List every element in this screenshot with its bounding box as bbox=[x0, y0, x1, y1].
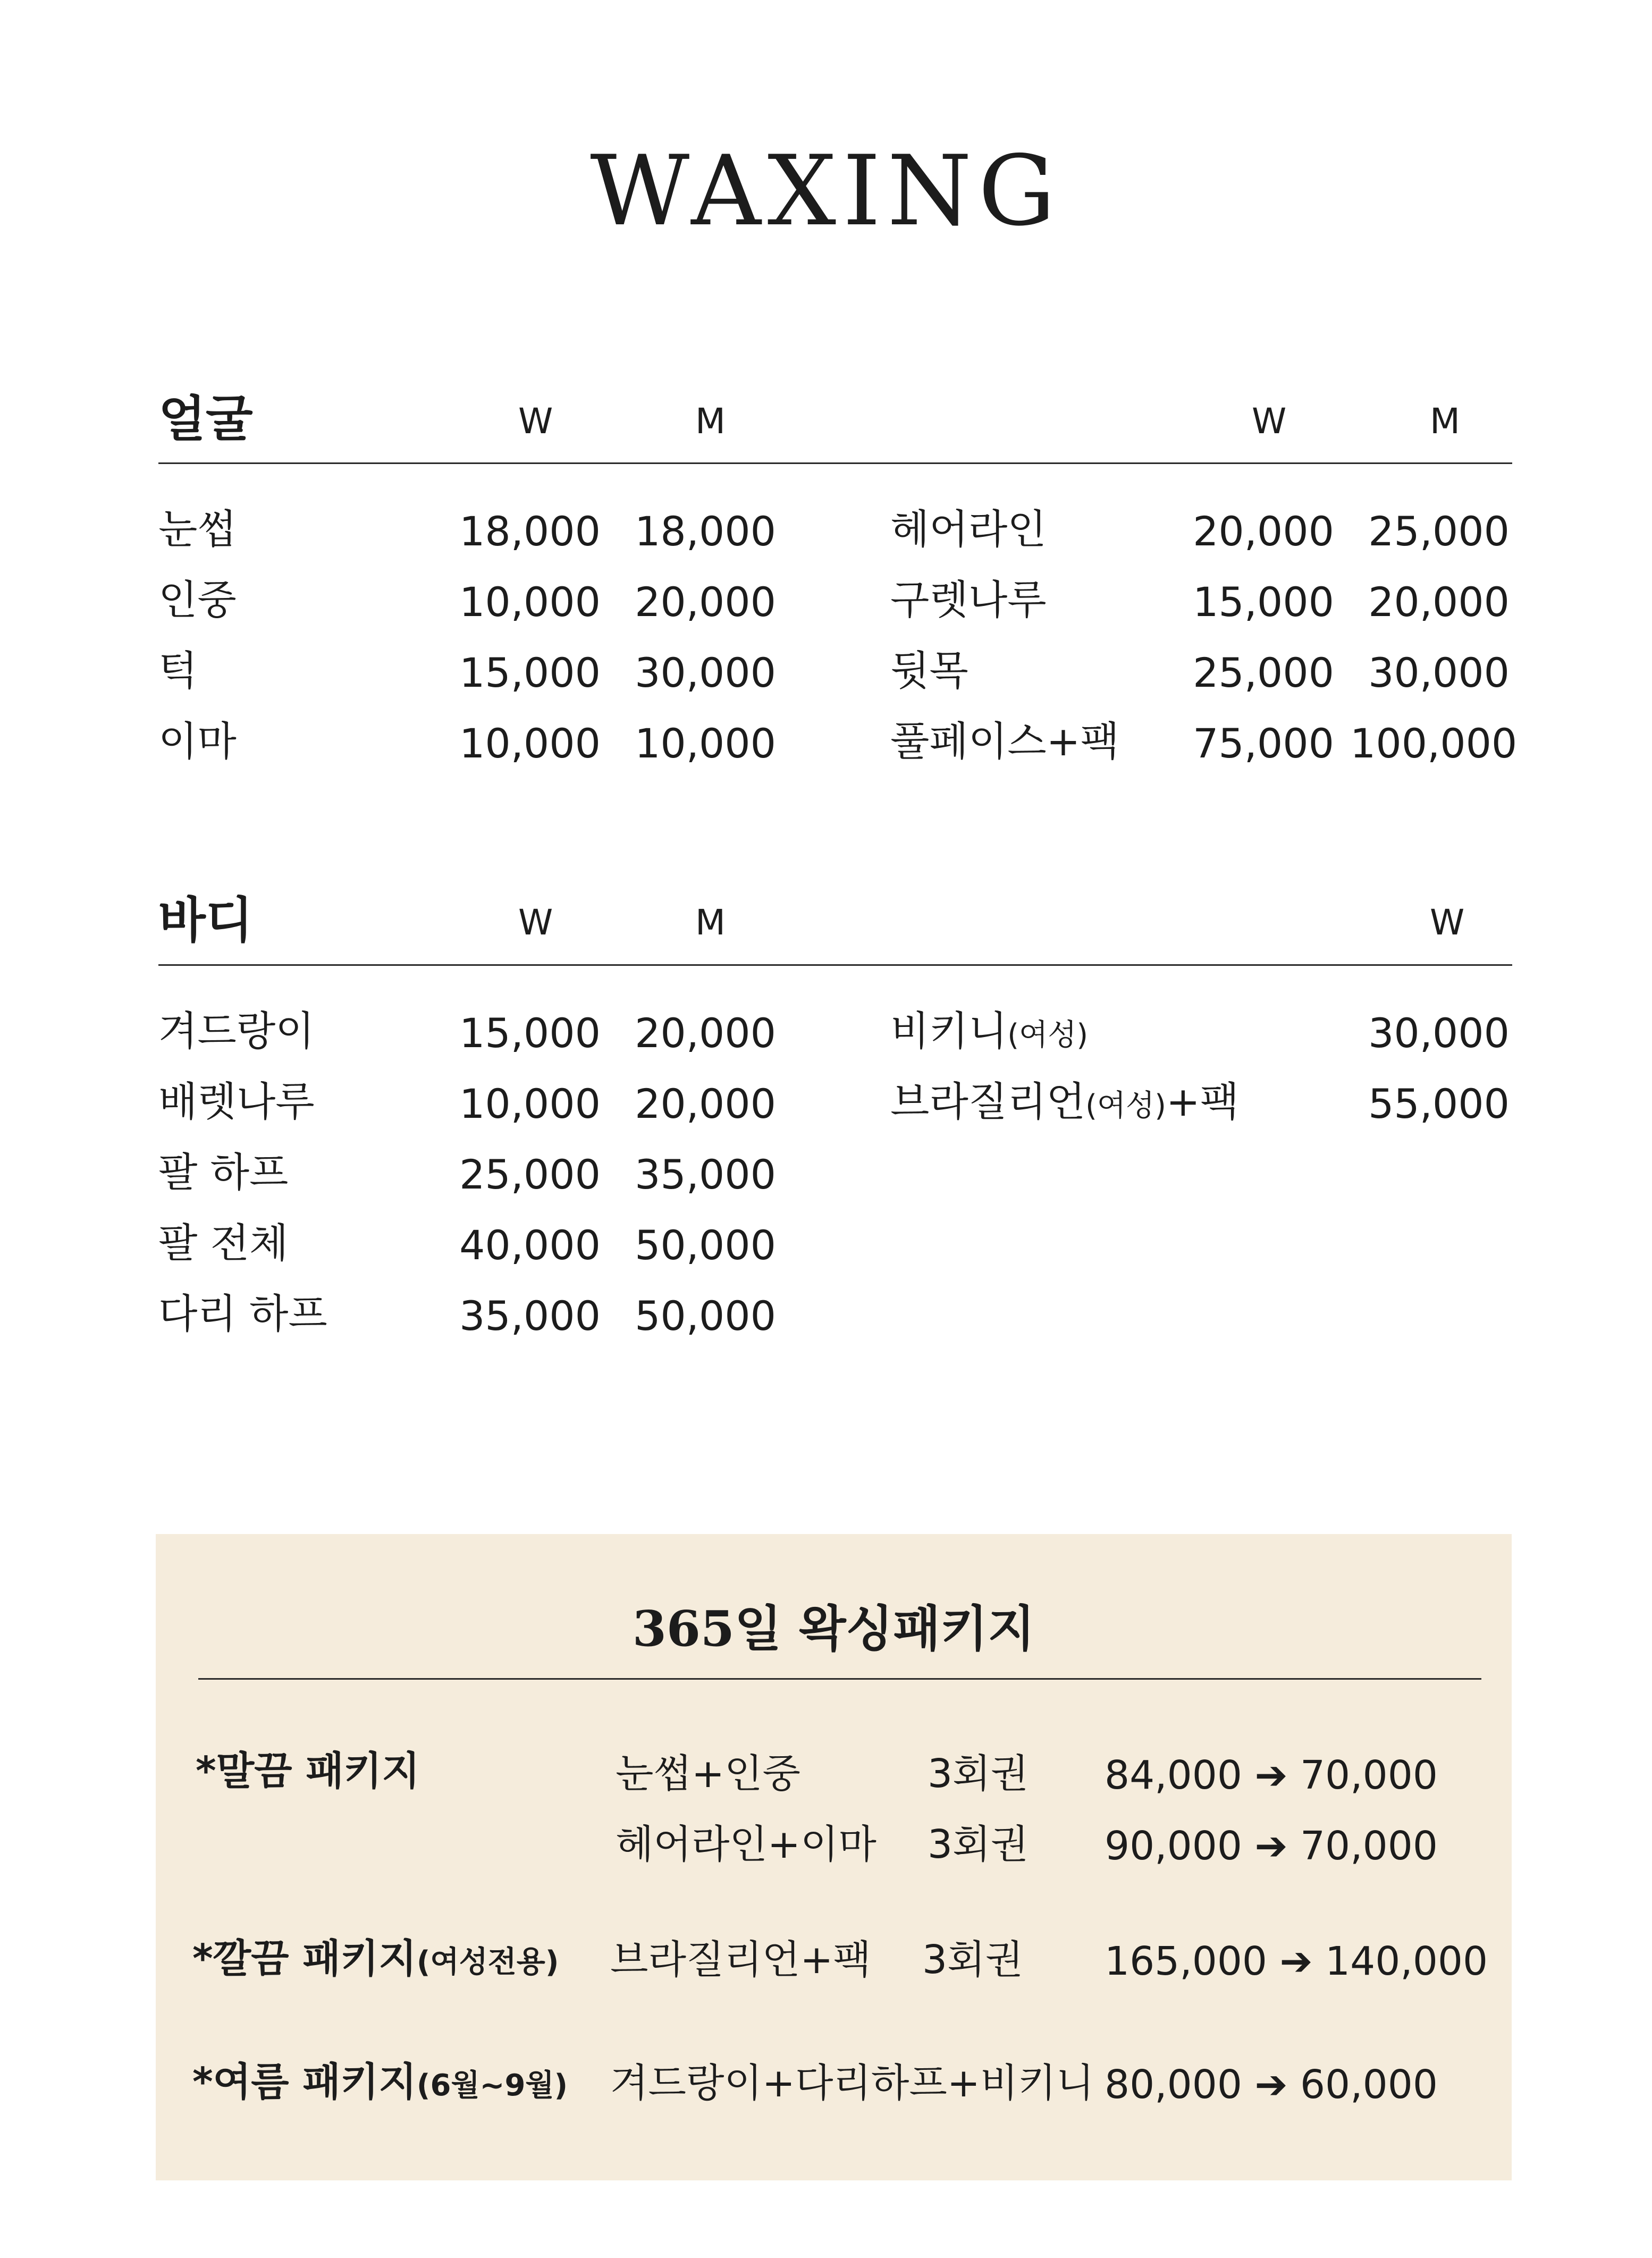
package-divider bbox=[198, 1678, 1481, 1680]
face-item-price-m: 100,000 bbox=[1350, 720, 1518, 767]
package-service: 브라질리언+팩 bbox=[610, 1937, 871, 1983]
body-item-label: 브라질리언 bbox=[890, 1078, 1086, 1125]
face-item-price-m: 30,000 bbox=[1368, 649, 1510, 696]
body-item-name: 겨드랑이 bbox=[158, 1007, 315, 1055]
face-section-title: 얼굴 bbox=[158, 390, 253, 448]
body-item-label: 비키니 bbox=[890, 1007, 1008, 1055]
body-item-name: 배렛나루 bbox=[158, 1078, 315, 1125]
package-count: 3회권 bbox=[928, 1751, 1029, 1797]
face-item-price-m: 18,000 bbox=[635, 508, 776, 555]
face-item-price-w: 18,000 bbox=[459, 508, 601, 555]
body-item-price-w: 40,000 bbox=[459, 1221, 601, 1269]
body-item-price-m: 20,000 bbox=[635, 1080, 776, 1127]
package-name-label: *깔끔 패키지 bbox=[192, 1936, 417, 1982]
package-service: 겨드랑이+다리하프+비키니 bbox=[610, 2060, 1094, 2106]
body-col-w-right: W bbox=[1430, 902, 1465, 943]
body-item-price-w: 25,000 bbox=[459, 1151, 601, 1198]
face-col-w-left: W bbox=[518, 401, 553, 442]
body-item-price-w: 30,000 bbox=[1368, 1009, 1510, 1057]
body-item-price-w: 55,000 bbox=[1368, 1080, 1510, 1127]
body-item-price-w: 35,000 bbox=[459, 1292, 601, 1339]
face-item-name: 턱 bbox=[158, 647, 198, 694]
body-item-name: 팔 전체 bbox=[158, 1219, 289, 1267]
body-item-price-w: 15,000 bbox=[459, 1009, 601, 1057]
face-item-price-w: 10,000 bbox=[459, 578, 601, 626]
package-count: 3회권 bbox=[928, 1822, 1029, 1867]
body-item-note: (여성) bbox=[1085, 1089, 1166, 1123]
package-name-label: *말끔 패키지 bbox=[196, 1748, 420, 1794]
face-item-price-m: 20,000 bbox=[1368, 578, 1510, 626]
page-title: WAXING bbox=[590, 134, 1062, 247]
package-service: 눈썹+인중 bbox=[616, 1751, 800, 1797]
package-name bbox=[192, 1936, 559, 1982]
package-name-sub: (여성전용) bbox=[416, 1945, 559, 1979]
package-title: 365일 왁싱패키지 bbox=[632, 1600, 1035, 1657]
package-price: 90,000 ➔ 70,000 bbox=[1105, 1823, 1438, 1869]
face-item-price-w: 75,000 bbox=[1193, 720, 1334, 767]
face-item-price-w: 15,000 bbox=[1193, 578, 1334, 626]
package-name bbox=[196, 1748, 420, 1794]
face-item-price-w: 25,000 bbox=[1193, 649, 1334, 696]
body-section-title: 바디 bbox=[158, 891, 253, 949]
face-divider bbox=[158, 462, 1512, 464]
package-service: 헤어라인+이마 bbox=[616, 1822, 876, 1867]
body-item-note: (여성) bbox=[1007, 1018, 1089, 1052]
face-col-w-right: W bbox=[1252, 401, 1287, 442]
body-item-price-m: 35,000 bbox=[635, 1151, 776, 1198]
face-item-price-m: 20,000 bbox=[635, 578, 776, 626]
face-item-price-w: 10,000 bbox=[459, 720, 601, 767]
package-name-label: *여름 패키지 bbox=[192, 2059, 417, 2105]
face-item-price-m: 25,000 bbox=[1368, 508, 1510, 555]
face-col-m-right: M bbox=[1430, 401, 1460, 442]
body-item-name bbox=[890, 1078, 1240, 1125]
face-item-name: 뒷목 bbox=[890, 647, 968, 694]
body-item-suffix: +팩 bbox=[1166, 1078, 1240, 1125]
body-item-price-m: 50,000 bbox=[635, 1292, 776, 1339]
body-item-name bbox=[890, 1007, 1089, 1055]
package-name bbox=[192, 2059, 568, 2105]
body-col-m-left: M bbox=[695, 902, 726, 943]
package-price: 165,000 ➔ 140,000 bbox=[1105, 1939, 1488, 1984]
package-count: 3회권 bbox=[922, 1937, 1024, 1983]
face-item-name: 눈썹 bbox=[158, 505, 237, 553]
face-item-price-w: 15,000 bbox=[459, 649, 601, 696]
body-item-name: 다리 하프 bbox=[158, 1290, 327, 1337]
face-item-name: 풀페이스+팩 bbox=[890, 718, 1119, 765]
face-item-price-w: 20,000 bbox=[1193, 508, 1334, 555]
body-item-price-w: 10,000 bbox=[459, 1080, 601, 1127]
body-item-price-m: 20,000 bbox=[635, 1009, 776, 1057]
face-item-name: 구렛나루 bbox=[890, 576, 1047, 624]
package-name-sub: (6월~9월) bbox=[416, 2068, 568, 2103]
package-price: 80,000 ➔ 60,000 bbox=[1105, 2062, 1438, 2108]
face-item-name: 이마 bbox=[158, 718, 237, 765]
face-item-name: 헤어라인 bbox=[890, 505, 1047, 553]
body-divider bbox=[158, 964, 1512, 966]
package-price: 84,000 ➔ 70,000 bbox=[1105, 1753, 1438, 1798]
body-col-w-left: W bbox=[518, 902, 553, 943]
face-item-name: 인중 bbox=[158, 576, 237, 624]
face-item-price-m: 10,000 bbox=[635, 720, 776, 767]
face-col-m-left: M bbox=[695, 401, 726, 442]
face-item-price-m: 30,000 bbox=[635, 649, 776, 696]
body-item-price-m: 50,000 bbox=[635, 1221, 776, 1269]
body-item-name: 팔 하프 bbox=[158, 1149, 289, 1196]
